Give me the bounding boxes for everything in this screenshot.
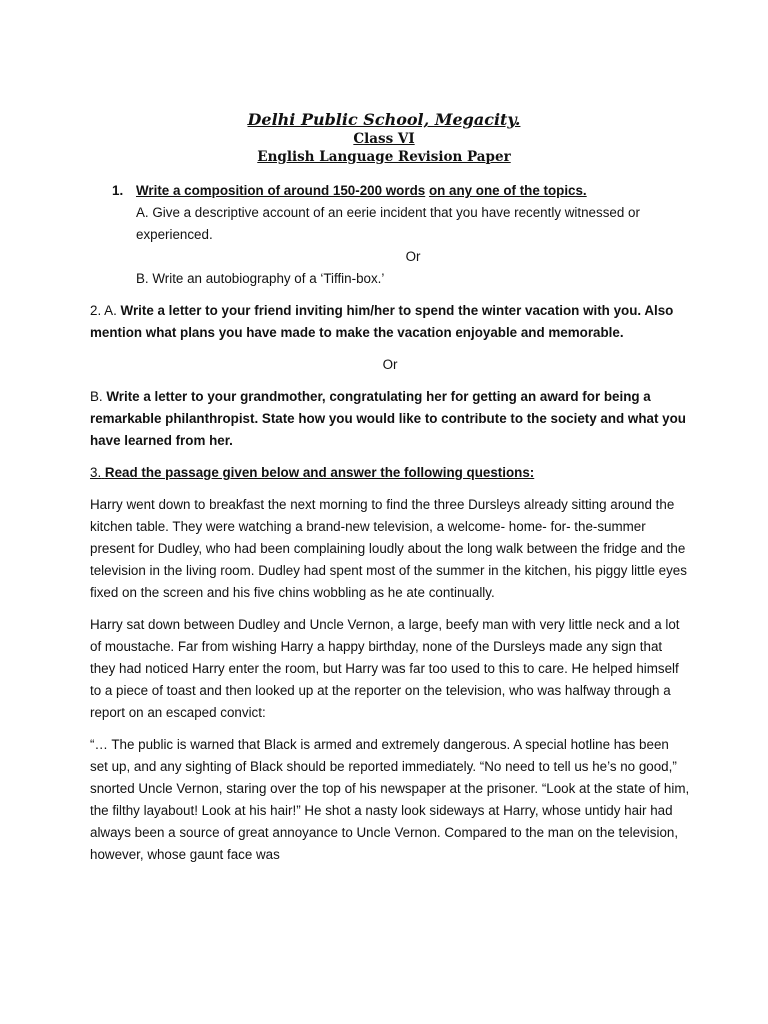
document-body [90, 180, 690, 866]
question-1-prompt-tail: on any one of the topics. [428, 183, 587, 198]
question-1-prompt-main: Write a composition of around 150-200 words [136, 183, 426, 198]
question-1-option-a: A. Give a descriptive account of an eerie incident that you have recently witnessed or experienced. [136, 205, 640, 242]
question-1-number: 1. [112, 183, 124, 198]
question-2-b-label: B. [90, 389, 103, 404]
paper-title: English Language Revision Paper [257, 149, 511, 165]
question-2-b-text: Write a letter to your grandmother, congratulating her for getting an award for being a remarkable philanthropist. State how you would like to contribute to the society and what you have learned from her. [90, 389, 686, 448]
document-header [0, 110, 768, 166]
question-2-a-label: 2. A. [90, 303, 117, 318]
passage-paragraph: Harry went down to breakfast the next morning to find the three Dursleys already sitting around the kitchen table. They were watching a brand-new television, a welcome- home- for- the-summer present for Dudley, who had been complaining loudly about the long walk between the fridge and the television in the living room. Dudley had spent most of the summer in the kitchen, his piggy little eyes fixed on the screen and his five chins wobbling as he ate continually. [90, 497, 687, 600]
class-label: Class VI [353, 131, 415, 147]
question-3-label: 3. [90, 465, 102, 480]
question-2-a [90, 300, 690, 344]
question-3-heading [90, 462, 690, 484]
question-1 [90, 180, 690, 290]
school-name: Delhi Public School, Megacity. [247, 110, 521, 129]
question-2-a-text: Write a letter to your friend inviting him/her to spend the winter vacation with you. Also mention what plans you have made to make the vacation enjoyable and memorable. [90, 303, 674, 340]
passage-paragraph: Harry sat down between Dudley and Uncle Vernon, a large, beefy man with very little neck and a lot of moustache. Far from wishing Harry a happy birthday, none of the Dursleys made any sign that they had noticed Harry enter the room, but Harry was far too used to this to care. He helped himself to a piece of toast and then looked up at the reporter on the television, who was halfway through a report on an escaped convict: [90, 617, 680, 720]
question-1-prompt [136, 180, 690, 202]
question-2-b [90, 386, 690, 452]
passage-paragraph: “… The public is warned that Black is armed and extremely dangerous. A special hotline has been set up, and any sighting of Black should be reported immediately. “No need to tell us he’s no good,” snorted Uncle Vernon, staring over the top of his newspaper at the prisoner. “Look at the state of him, the filthy layabout! Look at his hair!” He shot a nasty look sideways at Harry, whose untidy hair had always been a source of great annoyance to Uncle Vernon. Compared to the man on the television, however, whose gaunt face was [90, 737, 690, 862]
question-1-option-b: B. Write an autobiography of a ‘Tiffin-box.’ [136, 271, 385, 286]
question-3-heading-text: Read the passage given below and answer the following questions: [104, 465, 535, 480]
question-1-or: Or [405, 249, 421, 264]
question-2-or: Or [382, 357, 398, 372]
